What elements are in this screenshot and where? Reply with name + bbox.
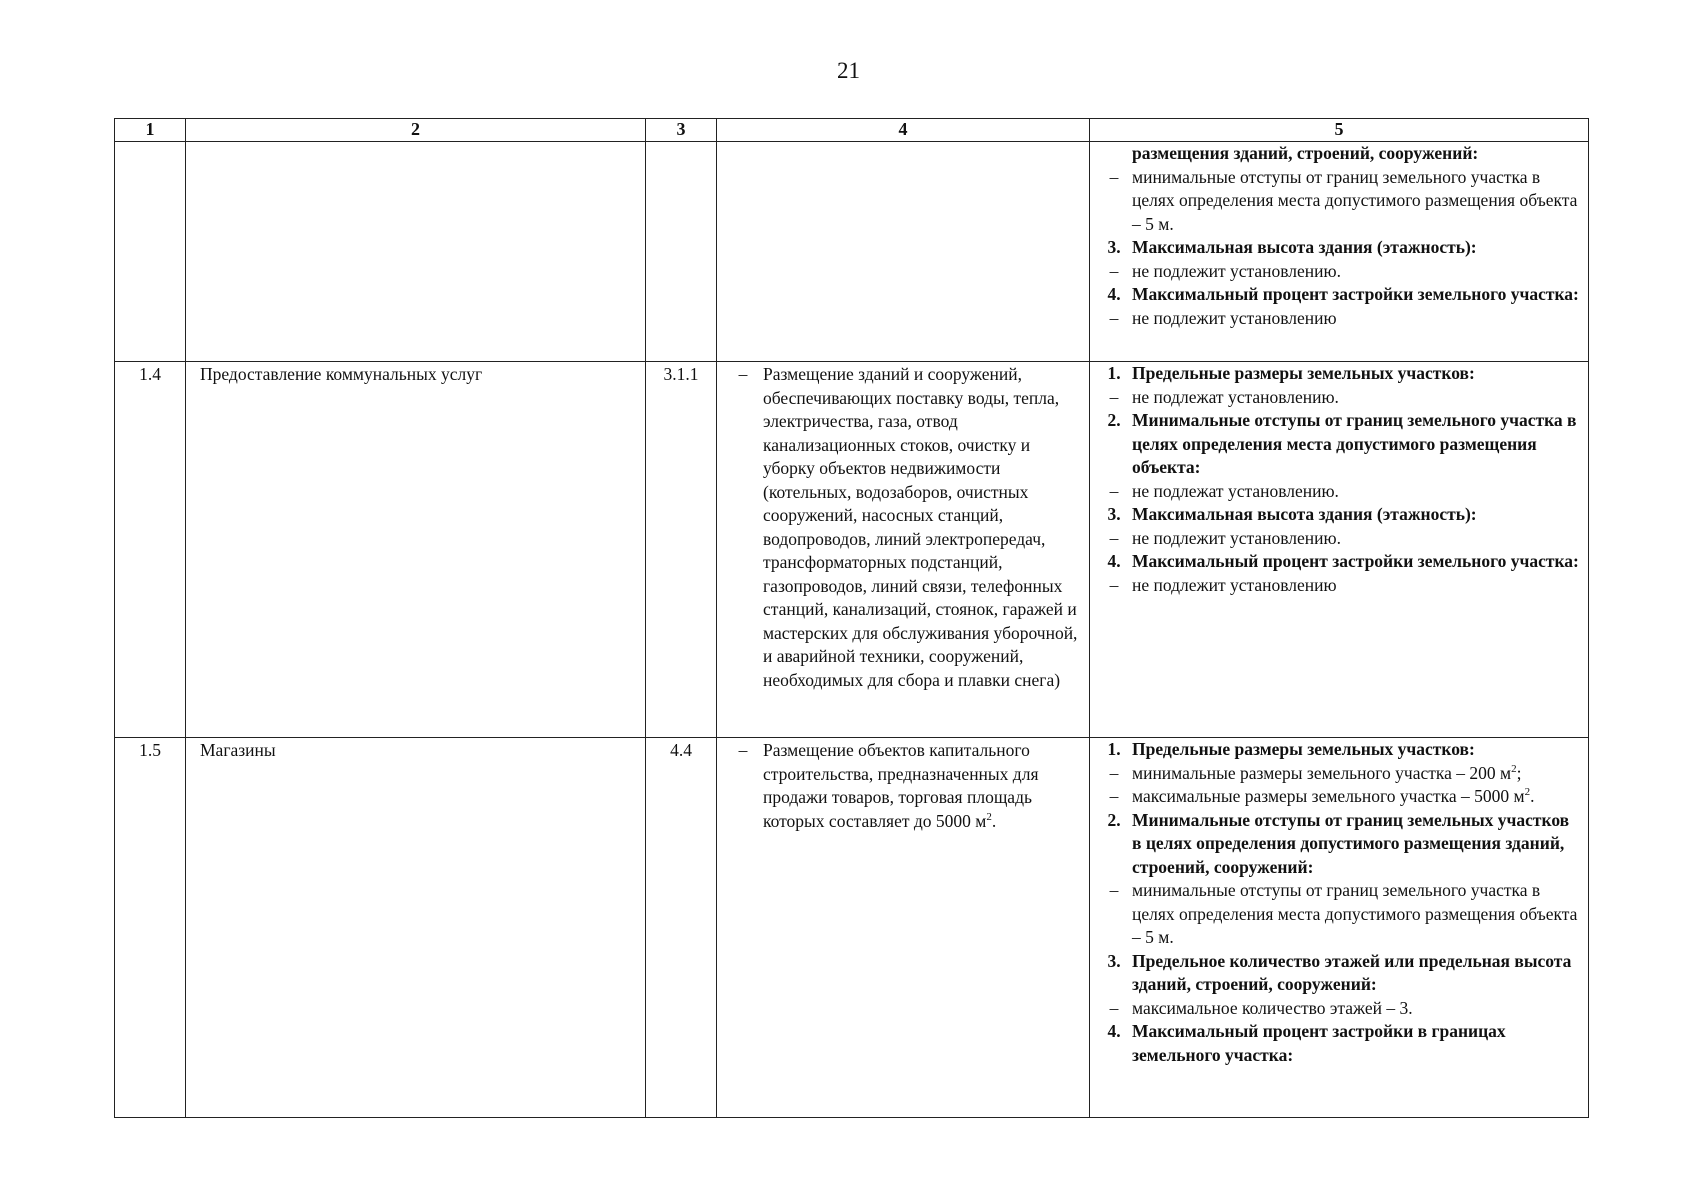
param-item: – минимальные размеры земельного участка – 200 $м^2$; (1109, 762, 1522, 783)
column-header: 5 (1090, 119, 1589, 142)
column-header: 3 (646, 119, 717, 142)
param-item: 4. Максимальный процент застройки в границах земельного участка: (1107, 1021, 1506, 1065)
table-row (115, 738, 1589, 1118)
param-item: – максимальное количество этажей – 3. (1109, 997, 1413, 1018)
param-item: – не подлежат установлению. (1109, 480, 1339, 501)
row-description-cell: – Размещение объектов капитального строительства, предназначенных для продажи товаров, торговая площадь которых составляет до 5000 $м^2$. (717, 738, 1090, 1118)
row-code-cell: 4.4 (646, 738, 717, 1118)
row-params-cell (1090, 142, 1589, 362)
param-item: 3. Максимальная высота здания (этажность): (1107, 504, 1477, 524)
row-description-cell (717, 142, 1090, 362)
column-header: 1 (115, 119, 186, 142)
param-item: 3. Предельное количество этажей или предельная высота зданий, строений, сооружений: (1107, 950, 1572, 994)
param-item: 4. Максимальный процент застройки земельного участка: (1107, 284, 1579, 304)
row-name-cell: Предоставление коммунальных услуг (186, 362, 646, 738)
param-item: – не подлежит установлению. (1109, 260, 1341, 281)
row-params-cell (1090, 362, 1589, 738)
param-item: 3. Максимальная высота здания (этажность): (1107, 237, 1477, 257)
param-item: 1. Предельные размеры земельных участков: (1107, 363, 1475, 383)
param-item: 2. Минимальные отступы от границ земельного участка в целях определения места допустимого размещения объекта: (1107, 410, 1577, 477)
row-name-cell: Магазины (186, 738, 646, 1118)
param-item: – максимальные размеры земельного участка – 5000 $м^2$. (1109, 786, 1535, 806)
row-code-cell: 3.1.1 (646, 362, 717, 738)
regulations-table (114, 118, 1589, 1118)
param-item: – не подлежит установлению (1109, 307, 1337, 328)
param-item: – минимальные отступы от границ земельного участка в целях определения места допустимого размещения объекта – 5 м. (1109, 166, 1578, 234)
param-item: 4. Максимальный процент застройки земельного участка: (1107, 551, 1579, 571)
page-number: 21 (837, 58, 860, 83)
column-header: 4 (717, 119, 1090, 142)
row-code-cell (646, 142, 717, 362)
row-params-cell (1090, 738, 1589, 1118)
row-number-cell (115, 142, 186, 362)
table-row (115, 362, 1589, 738)
column-header: 2 (186, 119, 646, 142)
param-item: 2. Минимальные отступы от границ земельных участков в целях определения допустимого размещения зданий, строений, сооружений: (1107, 809, 1570, 877)
param-item: – не подлежит установлению (1109, 574, 1337, 595)
param-item: – не подлежит установлению. (1109, 527, 1341, 548)
param-item: – не подлежат установлению. (1109, 386, 1339, 407)
row-name-cell (186, 142, 646, 362)
table-header-row (115, 119, 1589, 142)
param-item: размещения зданий, строений, сооружений: (1132, 143, 1479, 163)
table-row (115, 142, 1589, 362)
param-item: 1. Предельные размеры земельных участков: (1107, 739, 1475, 759)
row-number-cell: 1.5 (115, 738, 186, 1118)
row-description-cell: – Размещение зданий и сооружений, обеспечивающих поставку воды, тепла, электричества, газа, отвод канализационных стоков, очистку и уборку объектов недвижимости (котельных, водозаборов, очистных сооружений, насосных станций, водопроводов, линий электропередач, трансформаторных подстанций, газопроводов, линий связи, телефонных станций, канализаций, стоянок, гаражей и мастерских для обслуживания уборочной, и аварийной техники, сооружений, необходимых для сбора и плавки снега) (717, 362, 1090, 738)
row-number-cell: 1.4 (115, 362, 186, 738)
param-item: – минимальные отступы от границ земельного участка в целях определения места допустимого размещения объекта – 5 м. (1109, 880, 1578, 947)
